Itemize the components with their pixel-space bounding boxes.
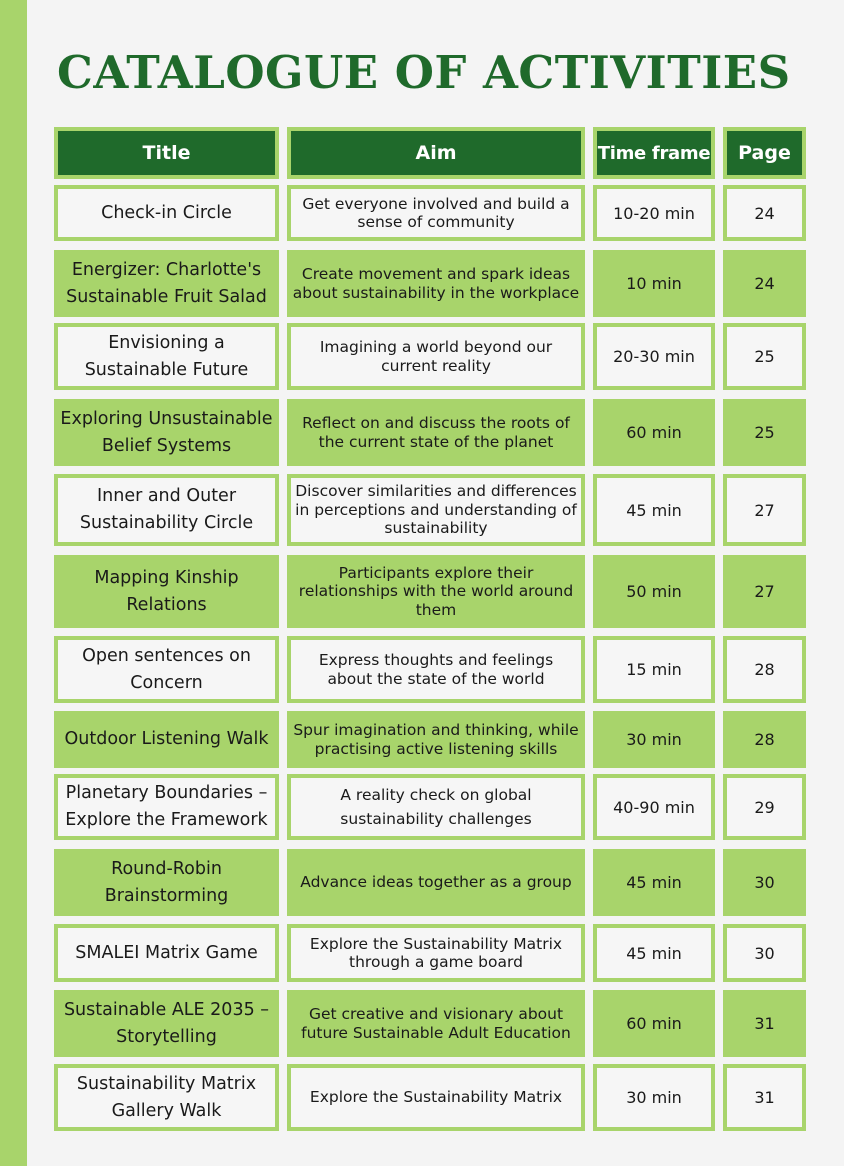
cell-title: Sustainability Matrix Gallery Walk (54, 1064, 279, 1131)
cell-aim: Explore the Sustainability Matrix through a game board (287, 924, 585, 982)
cell-time-frame: 45 min (593, 849, 715, 916)
cell-time-frame: 15 min (593, 636, 715, 703)
cell-title: Open sentences on Concern (54, 636, 279, 703)
cell-time-frame: 60 min (593, 399, 715, 466)
cell-time-frame: 10-20 min (593, 185, 715, 241)
cell-time-frame: 50 min (593, 555, 715, 628)
cell-aim: Reflect on and discuss the roots of the current state of the planet (287, 399, 585, 466)
cell-time-frame: 30 min (593, 1064, 715, 1131)
page-title: CATALOGUE OF ACTIVITIES (57, 46, 791, 99)
cell-time-frame: 60 min (593, 990, 715, 1057)
cell-page: 25 (723, 323, 806, 390)
cell-title: SMALEI Matrix Game (54, 924, 279, 982)
cell-title: Envisioning a Sustainable Future (54, 323, 279, 390)
cell-aim: Explore the Sustainability Matrix (287, 1064, 585, 1131)
cell-page: 28 (723, 636, 806, 703)
cell-page: 28 (723, 711, 806, 768)
cell-title: Energizer: Charlotte's Sustainable Fruit Salad (54, 250, 279, 317)
cell-title: Outdoor Listening Walk (54, 711, 279, 768)
cell-time-frame: 45 min (593, 474, 715, 546)
cell-title: Inner and Outer Sustainability Circle (54, 474, 279, 546)
cell-aim: A reality check on global sustainability challenges (287, 774, 585, 840)
cell-aim: Spur imagination and thinking, while practising active listening skills (287, 711, 585, 768)
cell-page: 31 (723, 990, 806, 1057)
cell-aim: Discover similarities and differences in perceptions and understanding of sustainability (287, 474, 585, 546)
cell-page: 30 (723, 849, 806, 916)
header-time-frame: Time frame (593, 127, 715, 179)
cell-aim: Get creative and visionary about future Sustainable Adult Education (287, 990, 585, 1057)
cell-page: 29 (723, 774, 806, 840)
cell-title: Mapping Kinship Relations (54, 555, 279, 628)
cell-page: 25 (723, 399, 806, 466)
cell-page: 27 (723, 555, 806, 628)
cell-aim: Imagining a world beyond our current reality (287, 323, 585, 390)
cell-page: 24 (723, 250, 806, 317)
cell-time-frame: 30 min (593, 711, 715, 768)
cell-title: Check-in Circle (54, 185, 279, 241)
cell-title: Round-Robin Brainstorming (54, 849, 279, 916)
cell-aim: Get everyone involved and build a sense of community (287, 185, 585, 241)
cell-title: Sustainable ALE 2035 – Storytelling (54, 990, 279, 1057)
header-aim: Aim (287, 127, 585, 179)
cell-page: 31 (723, 1064, 806, 1131)
cell-aim: Create movement and spark ideas about sustainability in the workplace (287, 250, 585, 317)
cell-aim: Participants explore their relationships with the world around them (287, 555, 585, 628)
cell-time-frame: 45 min (593, 924, 715, 982)
cell-time-frame: 20-30 min (593, 323, 715, 390)
side-accent-bar (0, 0, 27, 1166)
cell-page: 30 (723, 924, 806, 982)
header-title: Title (54, 127, 279, 179)
cell-time-frame: 10 min (593, 250, 715, 317)
header-page: Page (723, 127, 806, 179)
cell-title: Planetary Boundaries – Explore the Framework (54, 774, 279, 840)
cell-aim: Advance ideas together as a group (287, 849, 585, 916)
cell-aim: Express thoughts and feelings about the state of the world (287, 636, 585, 703)
cell-page: 27 (723, 474, 806, 546)
cell-page: 24 (723, 185, 806, 241)
cell-title: Exploring Unsustainable Belief Systems (54, 399, 279, 466)
cell-time-frame: 40-90 min (593, 774, 715, 840)
